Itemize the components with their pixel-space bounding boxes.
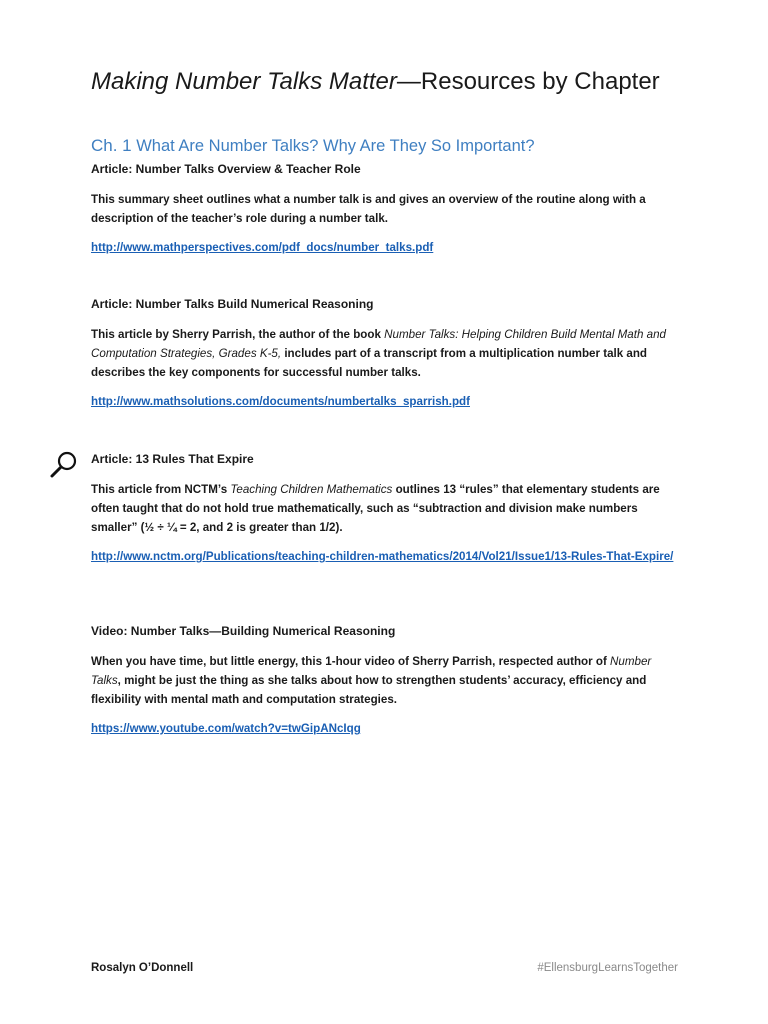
section-link[interactable]: http://www.mathsolutions.com/documents/numbertalks_sparrish.pdf xyxy=(91,395,470,408)
section-link[interactable]: http://www.nctm.org/Publications/teaching-children-mathematics/2014/Vol21/Issue1/13-Rules-That-Expire/ xyxy=(91,550,674,563)
chapter-heading xyxy=(91,136,711,156)
section-link[interactable]: https://www.youtube.com/watch?v=twGipANcIqg xyxy=(91,722,361,735)
document-title xyxy=(91,68,711,96)
section-heading: Article: Number Talks Overview & Teacher Role xyxy=(91,162,361,176)
chapter-title: What Are Number Talks? Why Are They So Important? xyxy=(136,137,535,155)
section-heading: Video: Number Talks—Building Numerical Reasoning xyxy=(91,624,396,638)
section-overview xyxy=(91,160,681,257)
document-title-rest: —Resources by Chapter xyxy=(396,68,660,95)
section-rules-that-expire xyxy=(91,450,681,566)
chapter-number: Ch. 1 xyxy=(91,136,132,155)
journal-title: Teaching Children Mathematics xyxy=(230,483,393,496)
section-description: This article from NCTM’s Teaching Children Mathematics outlines 13 “rules” that elementary students are often taught that do not hold true mathematically, such as “subtraction and division make numbers smaller” (½ ÷ ¼ = 2, and 2 is greater than 1/2). xyxy=(91,483,660,534)
document-title-italic: Making Number Talks Matter xyxy=(91,68,397,95)
book-title: Number Talks: Helping Children Build Mental Math and Computation Strategies, Grades K-5, xyxy=(91,328,666,360)
section-link[interactable]: http://www.mathperspectives.com/pdf_docs/number_talks.pdf xyxy=(91,241,434,254)
section-heading: Article: 13 Rules That Expire xyxy=(91,452,254,466)
magnifying-glass-icon xyxy=(45,449,81,479)
section-description: When you have time, but little energy, this 1-hour video of Sherry Parrish, respected author of Number Talks, might be just the thing as she talks about how to strengthen students’ accuracy, efficiency and flexibility with mental math and computation strategies. xyxy=(91,655,652,706)
section-heading: Article: Number Talks Build Numerical Reasoning xyxy=(91,297,374,311)
section-description: This summary sheet outlines what a number talk is and gives an overview of the routine along with a description of the teacher’s role during a number talk. xyxy=(91,193,646,225)
footer-author: Rosalyn O’Donnell xyxy=(91,962,194,974)
footer-hashtag: #EllensburgLearnsTogether xyxy=(537,962,678,974)
section-numerical-reasoning xyxy=(91,295,681,411)
section-video xyxy=(91,622,681,738)
book-title: Number Talks xyxy=(91,655,652,687)
section-description: This article by Sherry Parrish, the author of the book Number Talks: Helping Children Build Mental Math and Computation Strategies, Grades K-5, includes part of a transcript from a multiplication number talk and describes the key components for successful number talks. xyxy=(91,328,666,379)
